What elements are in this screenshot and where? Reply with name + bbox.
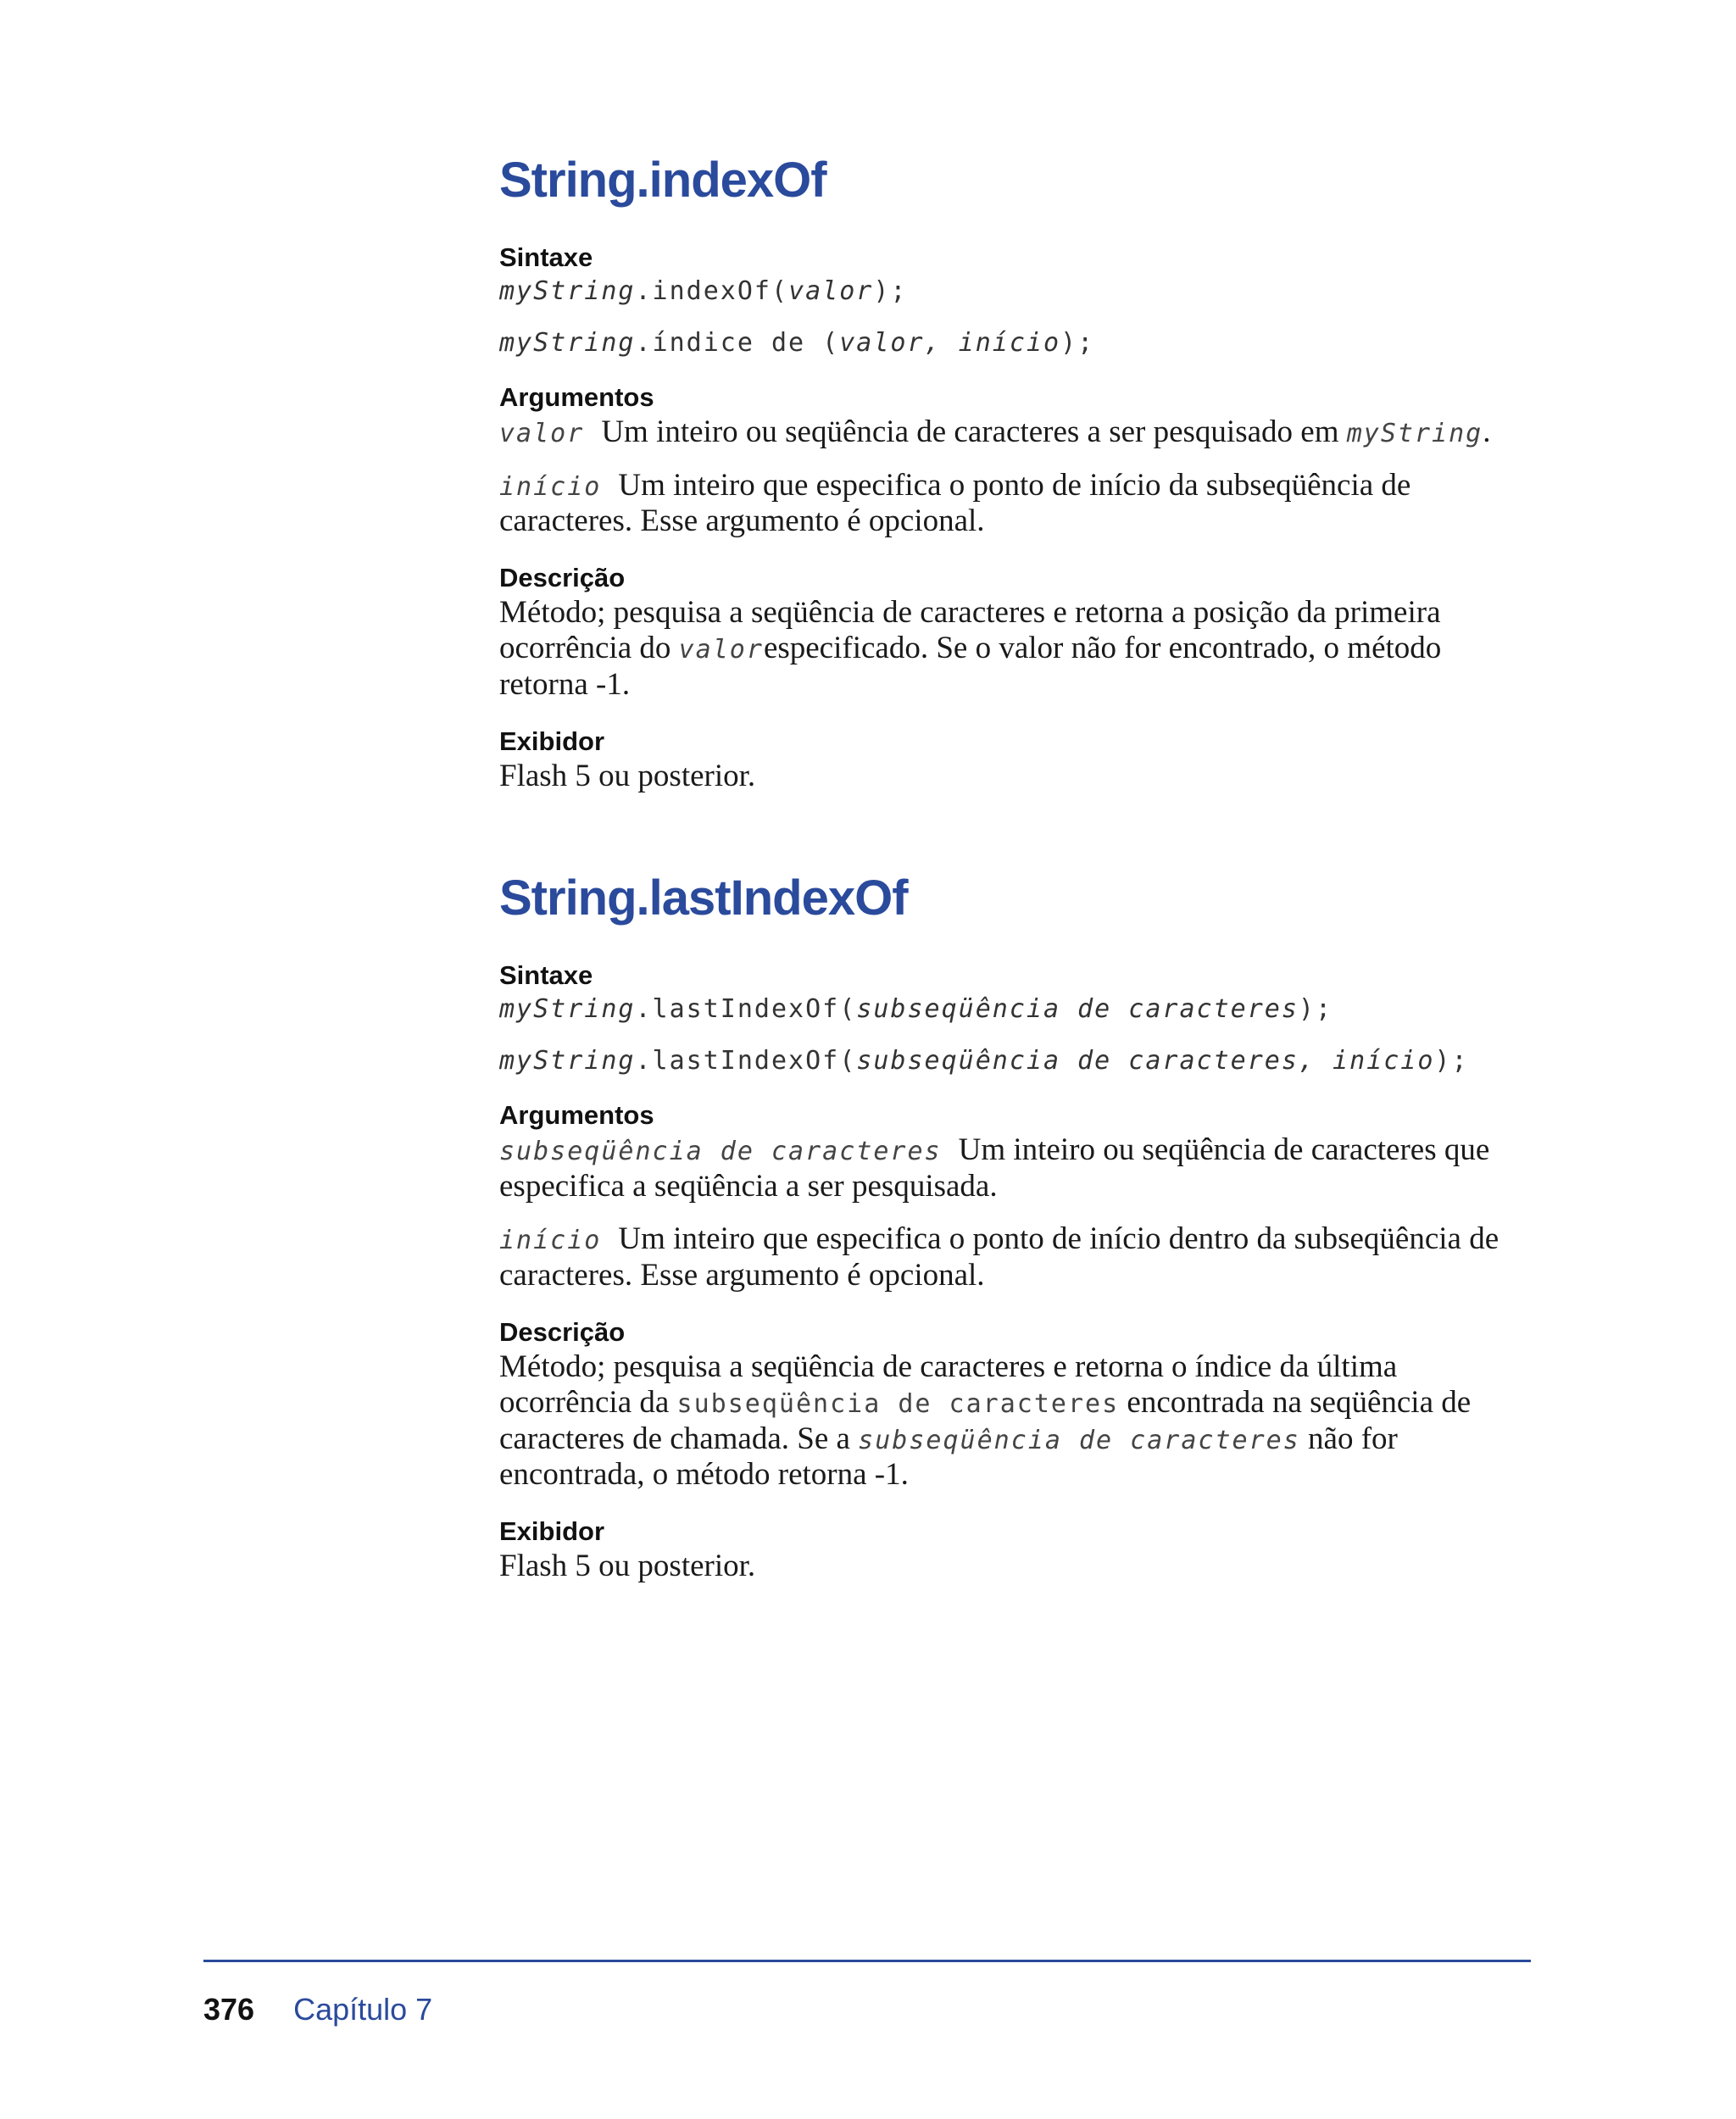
entry-string-indexof [499, 153, 1533, 794]
argument-item [499, 1132, 1533, 1204]
syntax-line [499, 993, 1533, 1026]
syntax-args: subseqüência de caracteres [856, 994, 1299, 1025]
syntax-end: ); [1434, 1046, 1469, 1076]
syntax-line [499, 275, 1533, 308]
page-footer [203, 1992, 432, 2027]
player-text: Flash 5 ou posterior. [499, 1549, 756, 1584]
syntax-section [499, 242, 1533, 359]
argument-tail: . [1483, 414, 1491, 450]
argument-item [499, 414, 1533, 451]
syntax-method: .lastIndexOf( [635, 994, 857, 1025]
description-label: Descrição [499, 1316, 626, 1347]
argument-ref: myString [1346, 419, 1483, 449]
argument-text: Um inteiro que especifica o ponto de início da subseqüência de caracteres. Esse argumento é opcional. [499, 467, 1411, 539]
entry-string-lastindexof [499, 870, 1533, 1584]
description-part: Método; pesquisa a seqüência de caracteres e retorna o índice da última ocorrência da [499, 1349, 1398, 1421]
argument-item [499, 1221, 1533, 1293]
argument-name: início [499, 1226, 602, 1256]
description-label: Descrição [499, 562, 626, 592]
page-content [499, 153, 1533, 1661]
syntax-section [499, 959, 1533, 1077]
description-text [499, 595, 1533, 704]
arguments-label: Argumentos [499, 381, 654, 412]
description-code: subseqüência de caracteres [676, 1389, 1120, 1420]
player-label: Exibidor [499, 726, 605, 756]
syntax-line [499, 1044, 1533, 1077]
entry-title: String.indexOf [499, 153, 826, 208]
footer-divider [203, 1960, 1531, 1962]
player-text: Flash 5 ou posterior. [499, 758, 756, 793]
argument-text: Um inteiro que especifica o ponto de início dentro da subseqüência de caracteres. Esse argumento é opcional. [499, 1221, 1500, 1293]
syntax-object: myString [499, 1046, 636, 1076]
description-part: especificado. Se o valor não for encontrado, o método retorna -1. [499, 631, 1442, 702]
argument-name: início [499, 471, 602, 502]
argument-text: Um inteiro ou seqüência de caracteres a ser pesquisado em [601, 414, 1347, 450]
description-part: encontrada na seqüência de caracteres de chamada. Se a [499, 1385, 1472, 1456]
syntax-end: ); [1298, 994, 1333, 1025]
description-text [499, 1349, 1533, 1493]
description-part: não for encontrada, o método retorna -1. [499, 1421, 1398, 1493]
player-label: Exibidor [499, 1516, 605, 1546]
syntax-object: myString [499, 275, 636, 306]
syntax-args: valor, início [839, 327, 1061, 358]
argument-name: valor [499, 419, 585, 449]
description-code: valor [678, 635, 764, 665]
description-section [499, 562, 1533, 704]
description-code: subseqüência de caracteres [858, 1425, 1300, 1455]
syntax-end: ); [873, 275, 908, 306]
description-part: Método; pesquisa a seqüência de caracteres e retorna a posição da primeira ocorrência do [499, 594, 1441, 666]
syntax-end: ); [1060, 327, 1095, 358]
description-section [499, 1316, 1533, 1493]
entry-title: String.lastIndexOf [499, 870, 908, 926]
syntax-args: subseqüência de caracteres, início [856, 1046, 1435, 1076]
syntax-method: .índice de ( [635, 327, 840, 358]
player-section [499, 1516, 1533, 1585]
argument-text: Um inteiro ou seqüência de caracteres que especifica a seqüência a ser pesquisada. [499, 1132, 1490, 1204]
syntax-object: myString [499, 327, 636, 358]
page-number: 376 [203, 1992, 255, 2027]
syntax-args: valor [788, 275, 874, 306]
player-section [499, 726, 1533, 795]
syntax-label: Sintaxe [499, 242, 593, 272]
chapter-label: Capítulo 7 [293, 1992, 433, 2027]
syntax-method: .lastIndexOf( [635, 1046, 857, 1076]
syntax-label: Sintaxe [499, 959, 593, 990]
arguments-section [499, 381, 1533, 540]
syntax-object: myString [499, 994, 636, 1025]
syntax-method: .indexOf( [635, 275, 789, 306]
arguments-label: Argumentos [499, 1100, 654, 1131]
argument-item [499, 468, 1533, 540]
argument-name: subseqüência de caracteres [499, 1137, 942, 1167]
syntax-line [499, 326, 1533, 359]
arguments-section [499, 1099, 1533, 1293]
